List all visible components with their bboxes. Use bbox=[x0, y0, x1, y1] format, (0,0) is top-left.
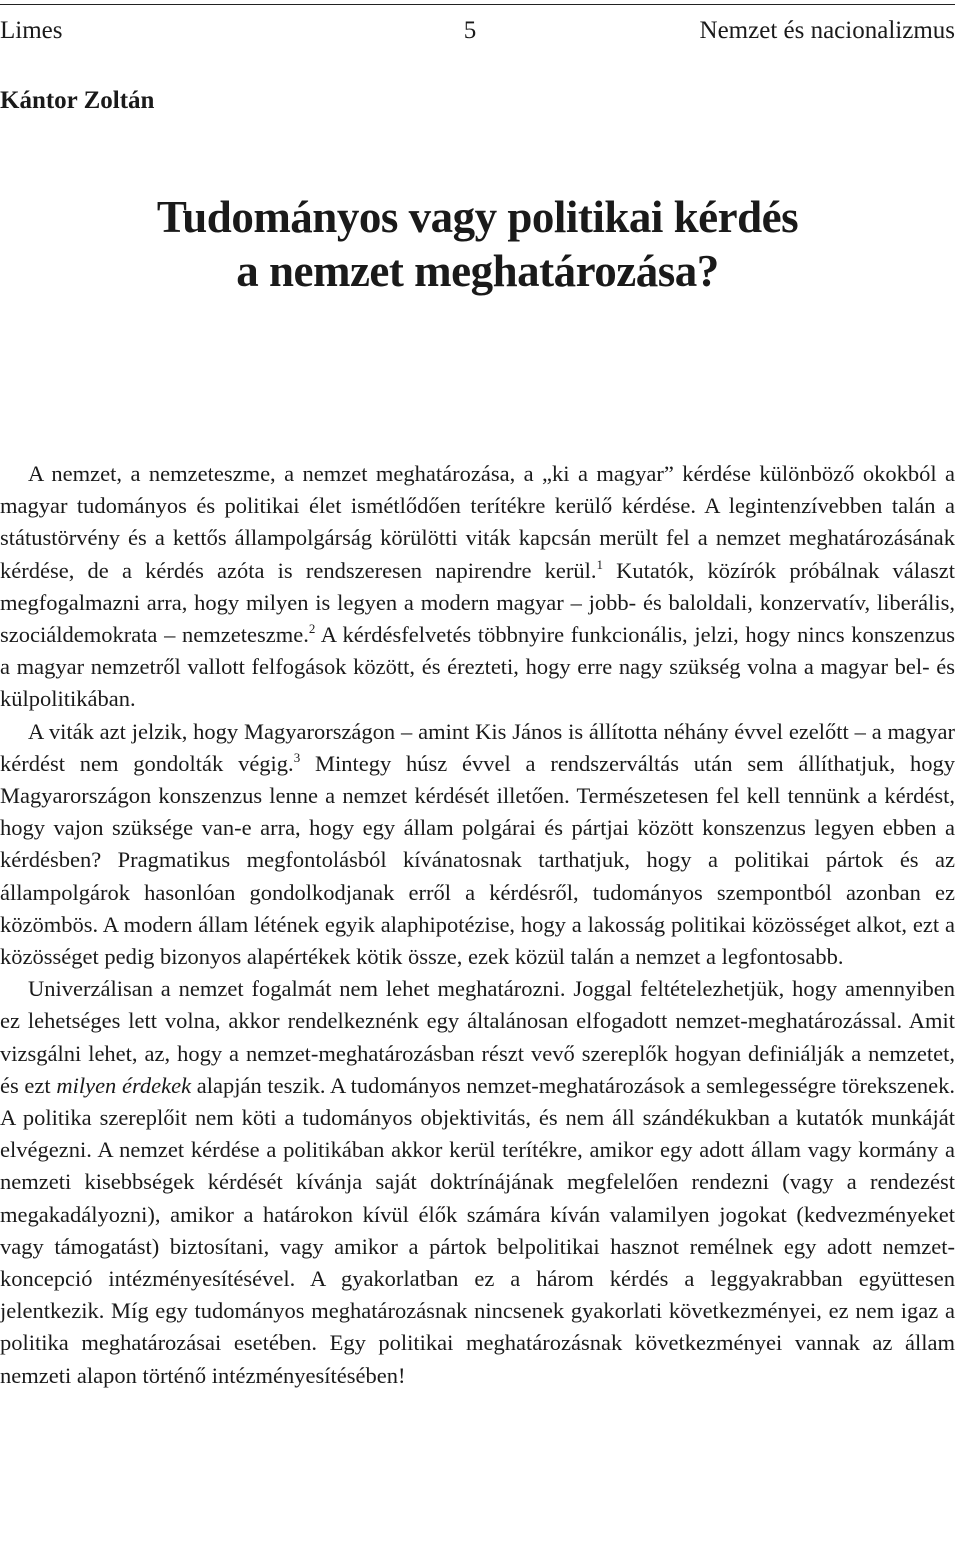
author-name: Kántor Zoltán bbox=[0, 87, 155, 114]
header-rule bbox=[0, 4, 955, 5]
paragraph-text: A kérdésfelvetés többnyire funkcionális, jelzi, hogy nincs konszenzus a magyar nemzetről vallott felfogások között, és érezteti, hogy erre nagy szükség volna a magyar bel- és külpolitikában. bbox=[0, 622, 955, 712]
running-head bbox=[0, 14, 955, 48]
section-name: Nemzet és nacionalizmus bbox=[699, 17, 955, 44]
body-paragraph bbox=[0, 458, 955, 716]
paragraph-text: alapján teszik. A tudományos nemzet-meghatározások a semlegességre törekszenek. A politika szereplőit nem köti a tudományos objektivitás, és nem áll szándékukban a kutatók munkáját elvégezni. A nemzet kérdése a politikában akkor kerül terítékre, amikor egy adott állam vagy kormány a nemzeti kisebbségek kérdését kívánja saját doktrínájának megfelelően rendezni (vagy a rendezést megakadályozni), amikor a határokon kívül élők számára kíván valamilyen jogokat (kedvezményeket vagy támogatást) biztosítani, vagy amikor a pártok belpolitikai hasznot remélnek egy adott nemzet-koncepció intézményesítésével. A gyakorlatban ez a három kérdés a leggyakrabban együttesen jelentkezik. Míg egy tudományos meghatározásnak nincsenek gyakorlati következményei, ez nem igaz a politika meghatározásai esetében. Egy politikai meghatározásnak következményei vannak az állam nemzeti alapon történő intézményesítésében! bbox=[0, 1072, 955, 1388]
title-line-1: Tudományos vagy politikai kérdés bbox=[156, 192, 799, 242]
page-number: 5 bbox=[463, 17, 477, 44]
paragraph-text: Mintegy húsz évvel a rendszerváltás után sem állíthatjuk, hogy Magyarországon konszenzus lenne a nemzet kérdését illetően. Természetesen fel kell tennünk a kérdést, hogy vajon szüksége van-e arra, hogy egy állam polgárai és pártjai között konszenzus legyen ebben a kérdésben? Pragmatikus megfontolásból kívánatosnak tarthatjuk, hogy a politikai pártok és az állampolgárok hasonlóan gondolkodjanak erről a kérdésről, tudományos szempontból azonban ez közömbös. A modern állam létének egyik alaphipotézise, hogy a lakosság politikai közösséget alkot, ezt a közösséget pedig bizonyos alapértékek kötik össze, ezek közül talán a nemzet a legfontosabb. bbox=[0, 750, 955, 970]
title-line-2: a nemzet meghatározása? bbox=[236, 246, 719, 296]
footnote-marker: 2 bbox=[308, 621, 316, 637]
paragraph-text: Kutatók, közírók próbálnak választ megfogalmazni arra, hogy milyen is legyen a modern magyar – jobb- és baloldali, konzervatív, liberális, szociáldemokrata – nemzeteszme. bbox=[0, 557, 955, 648]
paragraph-text: Univerzálisan a nemzet fogalmát nem lehet meghatározni. Joggal feltételezhetjük, hogy amennyiben ez lehetséges lett volna, akkor rendelkeznénk egy általánosan elfogadott nemzet-meghatározással. Amit vizsgálni lehet, az, hogy a nemzet-meghatározásban részt vevő szereplők hogyan definiálják a nemzetet, és ezt bbox=[0, 976, 955, 1098]
journal-name: Limes bbox=[0, 17, 63, 44]
body-paragraph bbox=[0, 973, 955, 1392]
article-title bbox=[0, 190, 955, 298]
paragraph-text: A nemzet, a nemzeteszme, a nemzet meghatározása, a „ki a magyar” kérdése különböző okokból a magyar tudományos és politikai élet ismétlődően terítékre kerülő kérdése. A legintenzívebben talán a státustörvény és a kettős állampolgárság körülötti viták kapcsán merült fel a nemzet meghatározásának kérdése, de a kérdés azóta is rendszeresen napirendre kerül. bbox=[0, 461, 955, 583]
footnote-marker: 1 bbox=[596, 556, 603, 572]
body-paragraph bbox=[0, 716, 955, 974]
article-body bbox=[0, 458, 955, 1392]
paragraph-text: A viták azt jelzik, hogy Magyarországon – amint Kis János is állította néhány évvel ezelőtt – a magyar kérdést nem gondolták végig. bbox=[0, 718, 955, 776]
emphasized-text: milyen érdekek bbox=[56, 1072, 192, 1098]
footnote-marker: 3 bbox=[293, 749, 301, 765]
